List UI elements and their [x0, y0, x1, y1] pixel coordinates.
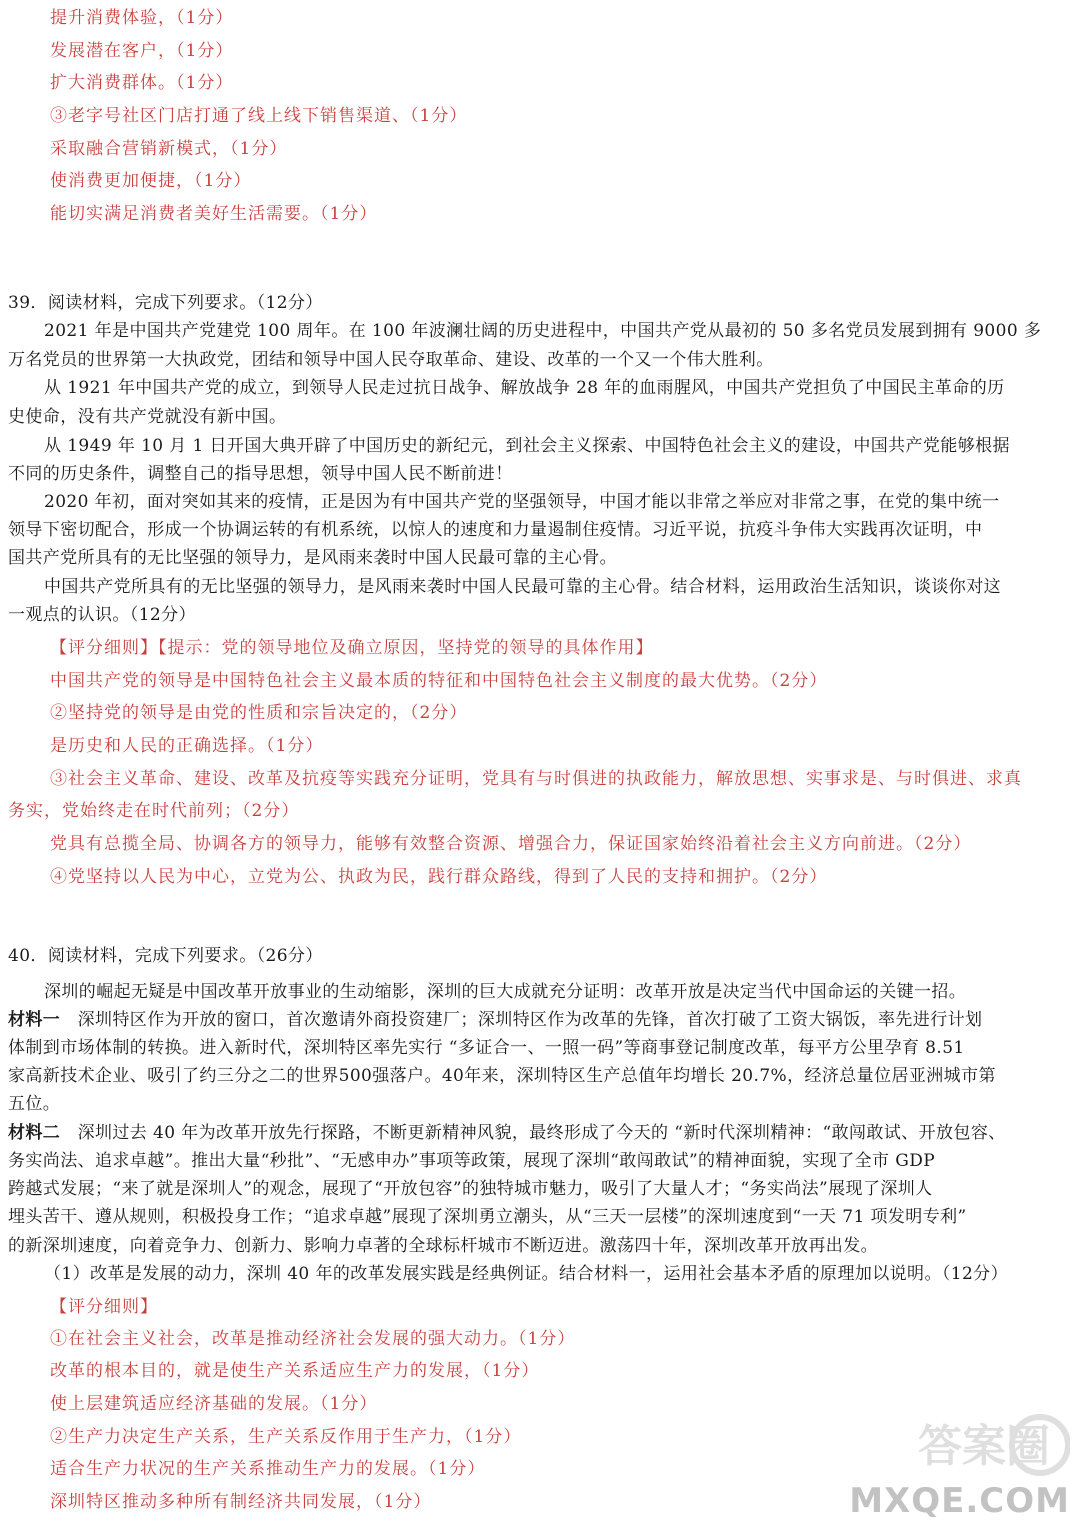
watermark-logo-text: 答案圈	[918, 1421, 1050, 1472]
answer-line: 适合生产力状况的生产关系推动生产力的发展。（1分）	[50, 1459, 486, 1479]
material-line: 2021 年是中国共产党建党 100 周年。在 100 年波澜壮阔的历史进程中，中国共产党从最初的 50 多名党员发展到拥有 9000 多	[44, 321, 1042, 341]
watermark-logo	[910, 1411, 1070, 1481]
material-2-first-line	[8, 1122, 1006, 1144]
material-line: 埋头苦干、遵从规则，积极投身工作；“追求卓越”展现了深圳勇立潮头，从“三天一层楼”的深圳速度到“一天 71 项发明专利”	[8, 1207, 967, 1227]
material-line: 史使命，没有共产党就没有新中国。	[8, 407, 287, 427]
material-line: 2020 年初，面对突如其来的疫情，正是因为有中国共产党的坚强领导，中国才能以非常之举应对非常之事，在党的集中统一	[44, 492, 1000, 512]
answer-line: 深圳特区推动多种所有制经济共同发展，（1分）	[50, 1492, 432, 1512]
material-1-first-line	[8, 1009, 982, 1031]
answer-line: ③老字号社区门店打通了线上线下销售渠道、（1分）	[50, 106, 468, 126]
answer-line: 中国共产党的领导是中国特色社会主义最本质的特征和中国特色社会主义制度的最大优势。（2分）	[50, 671, 828, 691]
answer-line: 提升消费体验，（1分）	[50, 8, 234, 28]
answer-line: 能切实满足消费者美好生活需要。（1分）	[50, 204, 378, 224]
sub-question-1: （1）改革是发展的动力，深圳 40 年的改革发展实践是经典例证。结合材料一，运用社会基本矛盾的原理加以说明。（12分）	[44, 1264, 1008, 1284]
watermark-logo-icon	[910, 1411, 1070, 1481]
material-line: 深圳特区作为开放的窗口，首次邀请外商投资建厂；深圳特区作为改革的先锋，首次打破了工资大锅饭，率先进行计划	[60, 1010, 983, 1030]
material-line: 万名党员的世界第一大执政党，团结和领导中国人民夺取革命、建设、改革的一个又一个伟大胜利。	[8, 350, 774, 370]
material-line: 国共产党所具有的无比坚强的领导力，是风雨来袭时中国人民最可靠的主心骨。	[8, 548, 617, 568]
answer-line: ④党坚持以人民为中心，立党为公、执政为民，践行群众路线，得到了人民的支持和拥护。（2分）	[50, 867, 828, 887]
material-2-label: 材料二	[8, 1123, 61, 1143]
material-line: 从 1949 年 10 月 1 日开国大典开辟了中国历史的新纪元，到社会主义探索、中国特色社会主义的建设，中国共产党能够根据	[44, 436, 1010, 456]
material-1-label: 材料一	[8, 1010, 61, 1030]
material-line: 务实尚法、追求卓越”。推出大量“秒批”、“无感申办”事项等政策，展现了深圳“敢闯敢试”的精神面貌，实现了全市 GDP	[8, 1151, 936, 1171]
answer-line: 采取融合营销新模式，（1分）	[50, 139, 288, 159]
question-heading: 40．阅读材料，完成下列要求。（26分）	[8, 946, 323, 966]
material-line: 从 1921 年中国共产党的成立，到领导人民走过抗日战争、解放战争 28 年的血雨腥风，中国共产党担负了中国民主革命的历	[44, 378, 1005, 398]
answer-line: 是历史和人民的正确选择。（1分）	[50, 736, 324, 756]
scoring-rubric-title: 【评分细则】【提示：党的领导地位及确立原因，坚持党的领导的具体作用】	[50, 638, 654, 658]
question-prompt: 中国共产党所具有的无比坚强的领导力，是风雨来袭时中国人民最可靠的主心骨。结合材料，运用政治生活知识，谈谈你对这	[44, 577, 1001, 597]
material-line: 的新深圳速度，向着竞争力、创新力、影响力卓著的全球标杆城市不断迈进。激荡四十年，深圳改革开放再出发。	[8, 1236, 878, 1256]
scoring-rubric-title: 【评分细则】	[50, 1297, 158, 1317]
answer-line: 使上层建筑适应经济基础的发展。（1分）	[50, 1394, 378, 1414]
answer-line: 改革的根本目的，就是使生产关系适应生产力的发展，（1分）	[50, 1361, 540, 1381]
watermark-text: MXQE.COM	[849, 1481, 1070, 1521]
material-line: 领导下密切配合，形成一个协调运转的有机系统，以惊人的速度和力量遏制住疫情。习近平说，抗疫斗争伟大实践再次证明，中	[8, 520, 983, 540]
answer-line: 务实，党始终走在时代前列；（2分）	[8, 801, 300, 821]
answer-line: ②生产力决定生产关系，生产关系反作用于生产力，（1分）	[50, 1427, 522, 1447]
material-line: 体制到市场体制的转换。进入新时代，深圳特区率先实行 “多证合一、一照一码”等商事登记制度改革，每平方公里孕育 8.51	[8, 1038, 965, 1058]
material-intro: 深圳的崛起无疑是中国改革开放事业的生动缩影，深圳的巨大成就充分证明：改革开放是决定当代中国命运的关键一招。	[44, 982, 967, 1002]
answer-line: 使消费更加便捷，（1分）	[50, 171, 252, 191]
answer-line: ③社会主义革命、建设、改革及抗疫等实践充分证明，党具有与时俱进的执政能力，解放思想、实事求是、与时俱进、求真	[50, 769, 1022, 789]
question-heading: 39．阅读材料，完成下列要求。（12分）	[8, 293, 323, 313]
answer-line: 扩大消费群体。（1分）	[50, 73, 234, 93]
material-line: 家高新技术企业、吸引了约三分之二的世界500强落户。40年来，深圳特区生产总值年均增长 20.7%，经济总量位居亚洲城市第	[8, 1066, 996, 1086]
material-line: 跨越式发展；“来了就是深圳人”的观念，展现了“开放包容”的独特城市魅力，吸引了大量人才；“务实尚法”展现了深圳人	[8, 1179, 933, 1199]
answer-line: ②坚持党的领导是由党的性质和宗旨决定的，（2分）	[50, 703, 468, 723]
material-line: 不同的历史条件，调整自己的指导思想，领导中国人民不断前进！	[8, 464, 513, 484]
material-line: 五位。	[8, 1094, 61, 1114]
answer-line: 党具有总揽全局、协调各方的领导力，能够有效整合资源、增强合力，保证国家始终沿着社会主义方向前进。（2分）	[50, 834, 972, 854]
question-prompt: 一观点的认识。（12分）	[8, 605, 196, 625]
material-line: 深圳过去 40 年为改革开放先行探路，不断更新精神风貌，最终形成了今天的 “新时代深圳精神：“敢闯敢试、开放包容、	[60, 1123, 1006, 1143]
answer-line: 发展潜在客户，（1分）	[50, 41, 234, 61]
answer-line: ①在社会主义社会，改革是推动经济社会发展的强大动力。（1分）	[50, 1329, 576, 1349]
